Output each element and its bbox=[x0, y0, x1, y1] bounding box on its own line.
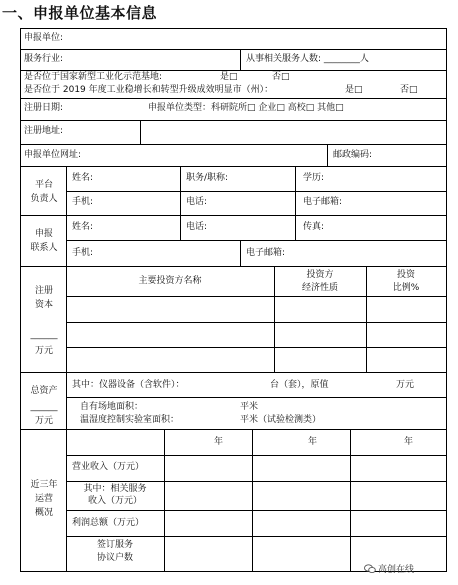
reg-date-label: 注册日期: bbox=[24, 103, 64, 113]
revenue-label: 营业收入（万元） bbox=[72, 462, 145, 472]
contact-fax-label: 传真: bbox=[303, 222, 325, 232]
invest-ratio-header-2: 比例% bbox=[392, 283, 420, 293]
applicant-label: 申报单位: bbox=[24, 33, 64, 43]
year-col-1: 年 bbox=[214, 437, 224, 447]
capital-unit: 万元 bbox=[34, 346, 53, 356]
assets-label: 总资产 bbox=[30, 386, 58, 396]
demo-base-no[interactable]: 否□ bbox=[272, 72, 290, 82]
leader-name-label: 姓名: bbox=[72, 173, 94, 183]
leader-phone-label: 电话: bbox=[186, 197, 208, 207]
demo-base-question: 是否位于国家新型工业化示范基地: bbox=[24, 72, 163, 82]
year-col-2: 年 bbox=[308, 437, 318, 447]
ops-label-1: 近三年 bbox=[30, 480, 58, 490]
profit-label: 利润总额（万元） bbox=[72, 518, 145, 528]
unit-type-options[interactable]: 申报单位类型：科研院所□ 企业□ 高校□ 其他□ bbox=[148, 103, 344, 113]
investor-name-header: 主要投资方名称 bbox=[138, 276, 202, 286]
growth-city-question: 是否位于 2019 年度工业稳增长和转型升级成效明显市（州）： bbox=[24, 85, 274, 95]
year-col-3: 年 bbox=[404, 437, 414, 447]
leader-title-label: 职务/职称: bbox=[186, 173, 229, 183]
site-area-unit: 平米 bbox=[240, 402, 259, 412]
instrument-label: 其中：仪器设备（含软件）： bbox=[72, 380, 185, 390]
contact-label-2: 联系人 bbox=[30, 243, 58, 253]
wechat-icon bbox=[364, 564, 376, 574]
watermark bbox=[364, 562, 414, 575]
service-revenue-label-1: 其中：相关服务 bbox=[83, 484, 147, 494]
contact-name-label: 姓名: bbox=[72, 222, 94, 232]
instrument-sets-label: 台（套），原值 bbox=[270, 380, 329, 390]
lab-area-label: 温湿度控制实验室面积： bbox=[80, 415, 180, 425]
capital-label-1: 注册 bbox=[34, 286, 53, 296]
site-area-label: 自有场地面积： bbox=[80, 402, 144, 412]
assets-blank: ______ bbox=[30, 402, 58, 412]
ops-label-3: 概况 bbox=[34, 508, 53, 518]
leader-mobile-label: 手机: bbox=[72, 197, 94, 207]
contact-phone-label: 电话: bbox=[186, 222, 208, 232]
capital-label-2: 资本 bbox=[34, 300, 53, 310]
section-title: 一、申报单位基本信息 bbox=[2, 4, 158, 22]
leader-label-2: 负责人 bbox=[30, 194, 58, 204]
contact-mobile-label: 手机: bbox=[72, 248, 94, 258]
contact-email-label: 电子邮箱: bbox=[246, 248, 286, 258]
industry-label: 服务行业: bbox=[24, 54, 64, 64]
contact-label-1: 申报 bbox=[34, 229, 53, 239]
investor-nature-header-1: 投资方 bbox=[306, 270, 334, 280]
service-contracts-label-1: 签订服务 bbox=[96, 540, 133, 550]
assets-unit: 万元 bbox=[34, 416, 53, 426]
demo-base-yes[interactable]: 是□ bbox=[220, 72, 238, 82]
lab-area-unit: 平米（试验检测类） bbox=[240, 415, 322, 425]
growth-city-yes[interactable]: 是□ bbox=[345, 85, 363, 95]
leader-education-label: 学历: bbox=[303, 173, 325, 183]
service-contracts-label-2: 协议户数 bbox=[96, 553, 133, 563]
reg-address-label: 注册地址: bbox=[24, 126, 64, 136]
staff-count-label: 从事相关服务人数: ________人 bbox=[246, 54, 369, 64]
investor-nature-header-2: 经济性质 bbox=[301, 283, 338, 293]
instrument-value-unit: 万元 bbox=[396, 380, 415, 390]
website-label: 申报单位网址: bbox=[24, 150, 82, 160]
watermark-text: 高创在线 bbox=[378, 565, 415, 575]
ops-label-2: 运营 bbox=[34, 494, 53, 504]
invest-ratio-header-1: 投资 bbox=[396, 270, 415, 280]
leader-label-1: 平台 bbox=[34, 180, 53, 190]
capital-blank: ______ bbox=[30, 330, 58, 340]
postcode-label: 邮政编码: bbox=[333, 150, 373, 160]
leader-email-label: 电子邮箱: bbox=[303, 197, 343, 207]
service-revenue-label-2: 收入（万元） bbox=[87, 496, 142, 506]
growth-city-no[interactable]: 否□ bbox=[400, 85, 418, 95]
